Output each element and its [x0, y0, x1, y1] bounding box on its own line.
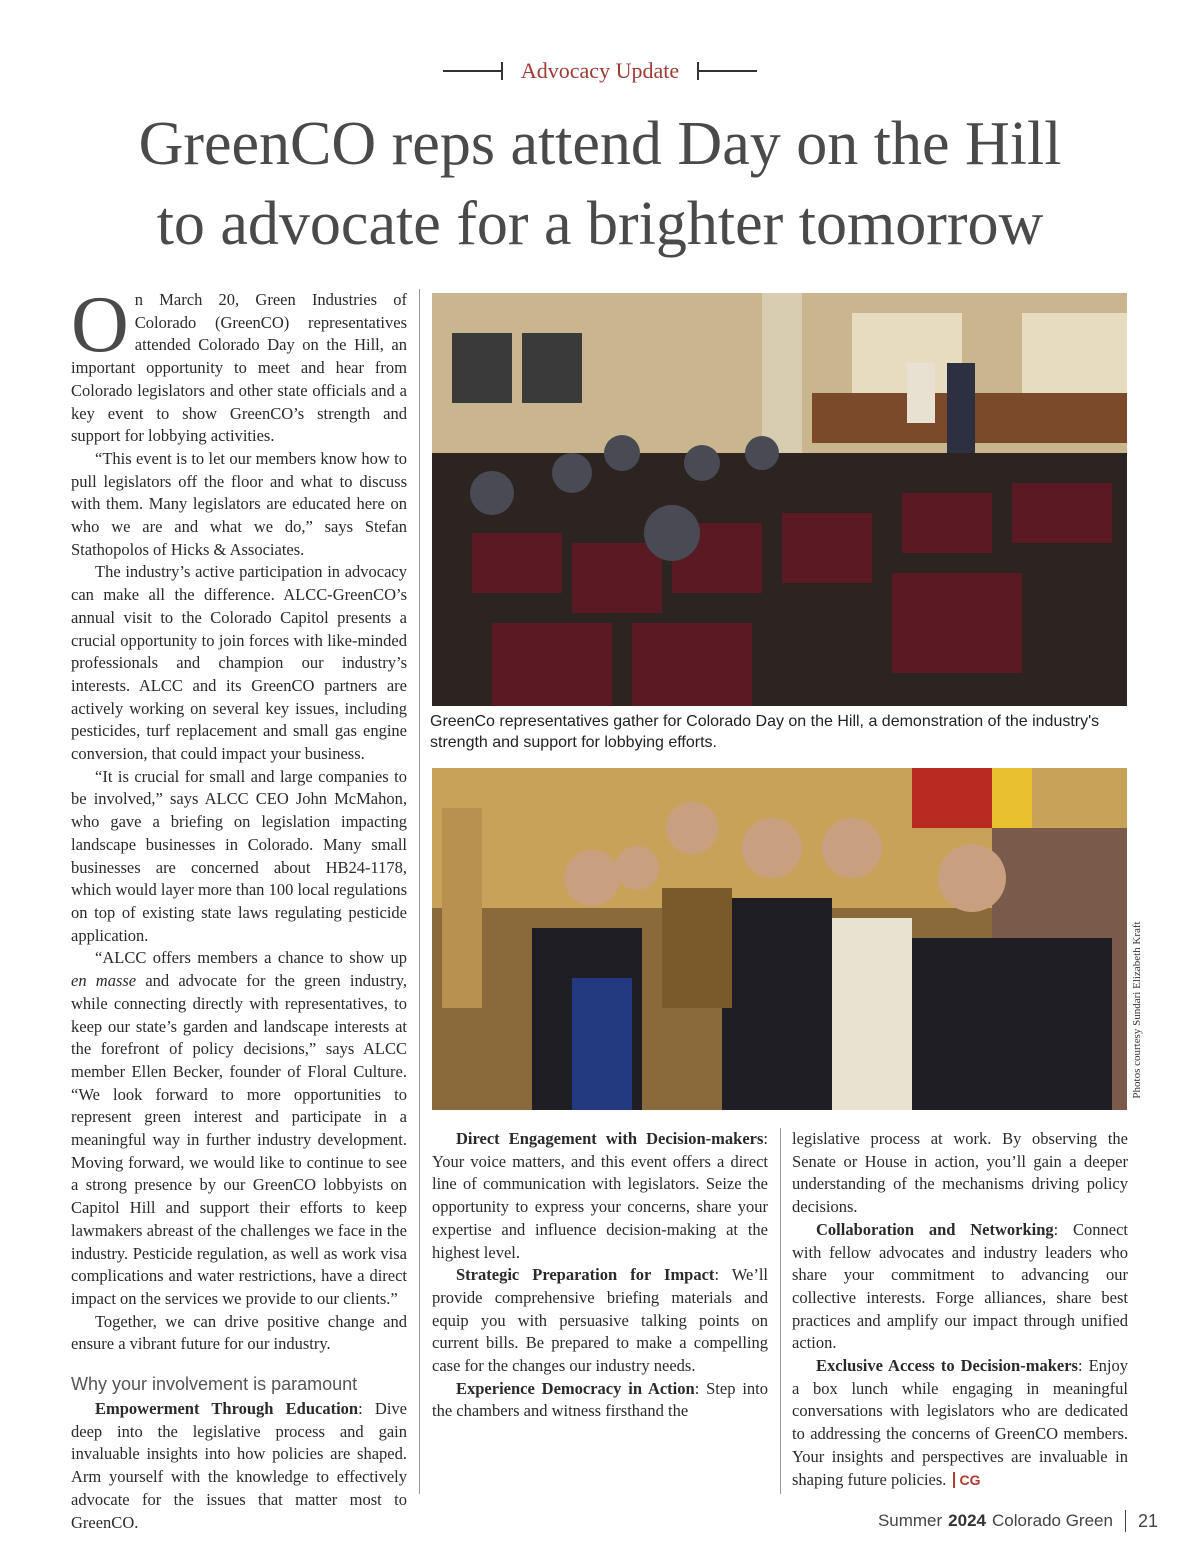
page-number: 21 [1137, 1510, 1158, 1531]
bullet-democracy-text-a: : Step into the chambers and witness firsthand the [432, 1378, 768, 1421]
paragraph-1 [71, 281, 407, 448]
kicker-label: Advocacy Update [520, 58, 680, 83]
bullet-collaboration-text: : Connect with fellow advocates and industry leaders who share your commitment to advancing our collective interests. Forge alliances, share best practices and amplify our impact through unified action. [792, 1219, 1128, 1353]
photo-chamber [432, 293, 1127, 706]
bullet-preparation [432, 1264, 768, 1378]
bullet-democracy-continued: legislative process at work. By observing the Senate or House in action, you’ll gain a deeper understanding of the mechanisms driving policy decisions. [792, 1129, 1128, 1217]
photo-credit: Photos courtesy Sundari Elizabeth Kraft [1131, 921, 1143, 1099]
drop-cap: O [71, 281, 129, 369]
bullet-engagement [432, 1128, 768, 1264]
bullet-education-title: Empowerment Through Education [95, 1399, 359, 1419]
bullet-access-title: Exclusive Access to Decision-makers [816, 1356, 1078, 1376]
bullet-education-text: : Dive deep into the legislative process and gain invaluable insights into how policies are shaped. Arm yourself with the knowledge to effectively advocate for the issues that matter most to GreenCO. [71, 1399, 407, 1532]
headline-line-2: to advocate for a brighter tomorrow [156, 190, 1044, 258]
photo-group [432, 768, 1127, 1110]
bullet-access [792, 1355, 1128, 1491]
footer-year: 2024 [948, 1511, 986, 1530]
photo-caption: GreenCo representatives gather for Colorado Day on the Hill, a demonstration of the industry's strength and support for lobbying efforts. [430, 713, 1100, 751]
paragraph-5-italic: en masse [71, 971, 137, 991]
bullet-access-text: : Enjoy a box lunch while engaging in meaningful conversations with legislators who are dedicated to addressing the concerns of GreenCO members. Your insights and perspectives are invaluable in shaping future policies. [792, 1356, 1129, 1489]
column-divider-1 [419, 289, 420, 1494]
bullet-preparation-title: Strategic Preparation for Impact [456, 1265, 715, 1285]
column-divider-2 [780, 1128, 781, 1494]
paragraph-5-rest: and advocate for the green industry, while connecting directly with representatives, to keep our state’s garden and landscape interests at the forefront of policy decisions,” says ALCC member Ellen Becker, founder of Floral Culture. “We look forward to more opportunities to represent green interest and participate in a meaningful way in further industry development. Moving forward, we would like to continue to see a strong presence by our GreenCO lobbyists on Capitol Hill and support their efforts to keep lawmakers abreast of the challenges we face in the industry. Pesticide regulation, as well as work visa complications and water restrictions, have a direct impact on the services we provide to our clients.” [71, 971, 407, 1308]
paragraph-1-text: n March 20, Green Industries of Colorado (GreenCO) representatives attended Colorado Day on the Hill, an important opportunity to meet and hear from Colorado legislators and other state officials and a key event to show GreenCO’s strength and support for lobbying activities. [71, 290, 407, 446]
bullet-collaboration-title: Collaboration and Networking [816, 1219, 1054, 1239]
paragraph-4: “It is crucial for small and large companies to be involved,” says ALCC CEO John McMahon, who gave a briefing on legislation impacting landscape businesses in Colorado. Many small businesses are concerned about HB24-1178, which would layer more than 100 local regulations on top of existing state laws regulating pesticide application. [71, 766, 407, 945]
footer-magazine: Colorado Green [992, 1511, 1113, 1530]
footer-divider [1125, 1510, 1126, 1532]
page-footer [878, 1509, 1158, 1533]
paragraph-6: Together, we can drive positive change and ensure a vibrant future for our industry. [71, 1311, 407, 1354]
bullet-democracy [432, 1378, 768, 1423]
bullet-engagement-text: : Your voice matters, and this event offers a direct line of communication with legislators. Seize the opportunity to express your concerns, share your expertise and influence decision-making at the highest level. [432, 1129, 768, 1262]
bullet-education [71, 1398, 407, 1534]
bullet-preparation-text: : We’ll provide comprehensive briefing materials and equip you with persuasive talking points on current bills. Be prepared to make a compelling case for the changes our industry needs. [432, 1265, 768, 1376]
bullet-democracy-title: Experience Democracy in Action [456, 1378, 695, 1398]
kicker-rule-left [443, 70, 503, 72]
paragraph-2: “This event is to let our members know how to pull legislators off the floor and what to discuss with them. Many legislators are educated here on who we are and what we do,” says Stefan Stathopolos of Hicks & Associates. [71, 448, 407, 559]
headline-line-1: GreenCO reps attend Day on the Hill [138, 110, 1062, 178]
headline [40, 104, 1160, 264]
article-column-3 [792, 1128, 1128, 1494]
bullet-engagement-title: Direct Engagement with Decision-makers [456, 1129, 764, 1148]
paragraph-5 [71, 947, 407, 1310]
article-column-1 [71, 281, 407, 1532]
paragraph-5-start: “ALCC offers members a chance to show up [95, 948, 407, 968]
article-column-2 [432, 1128, 768, 1494]
end-mark: CG [953, 1472, 981, 1488]
subhead: Why your involvement is paramount [71, 1374, 358, 1395]
bullet-collaboration [792, 1219, 1128, 1355]
kicker-rule-right [697, 70, 757, 72]
section-kicker [0, 56, 1200, 86]
paragraph-3: The industry’s active participation in advocacy can make all the difference. ALCC-GreenCO’s annual visit to the Colorado Capitol presents a crucial opportunity to join forces with like-minded professionals and champion our industry’s interests. ALCC and its GreenCO partners are actively working on several key issues, including pesticides, turf replacement and small gas engine conversion, that could impact your business. [71, 562, 407, 764]
footer-season: Summer [877, 1511, 943, 1530]
